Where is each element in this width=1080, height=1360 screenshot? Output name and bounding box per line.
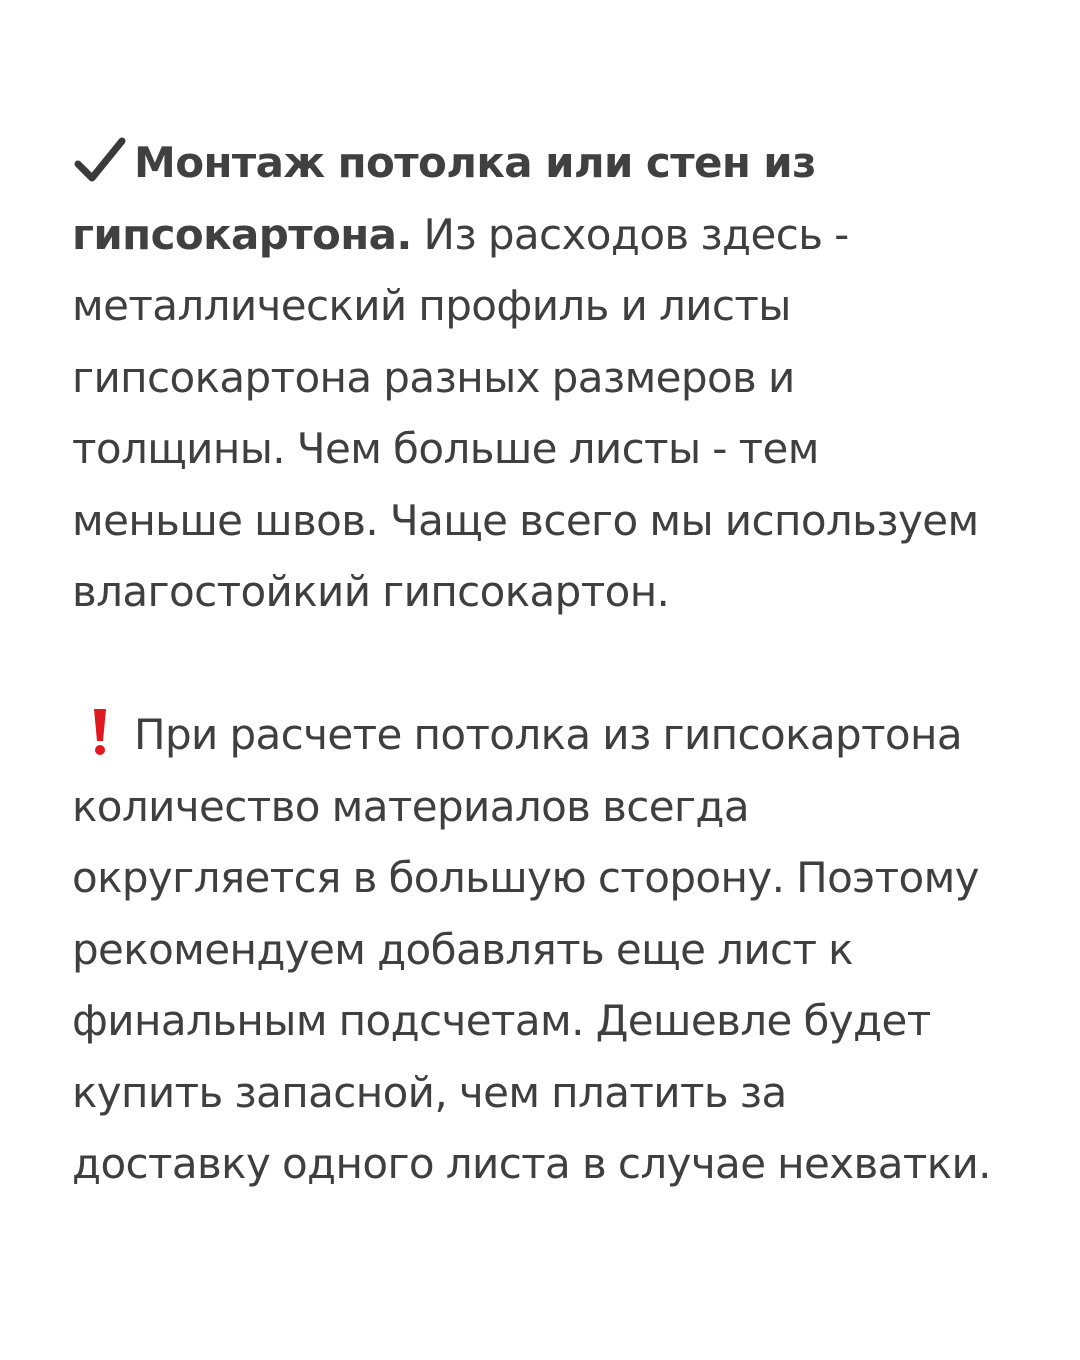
warning-body: При расчете потолка из гипсокартона количество материалов всегда округляется в большую сторону. Поэтому рекомендуем добавлять еще лист к финальным подсчетам. Дешевле будет купить запасной, чем платить за доставку одного листа в случае нехватки. [72,710,991,1188]
paragraph-body: Из расходов здесь - металлический профиль и листы гипсокартона разных размеров и толщины. Чем больше листы - тем меньше швов. Чаще всего мы используем влагостойкий гипсокартон. [72,209,979,616]
paragraph-title: Монтаж потолка или стен из гипсокартона. [72,138,816,259]
paragraph-warning [72,699,1017,1200]
paragraph-drywall-installation [72,127,1017,628]
check-mark-icon [72,137,128,183]
exclamation-icon [72,707,128,757]
